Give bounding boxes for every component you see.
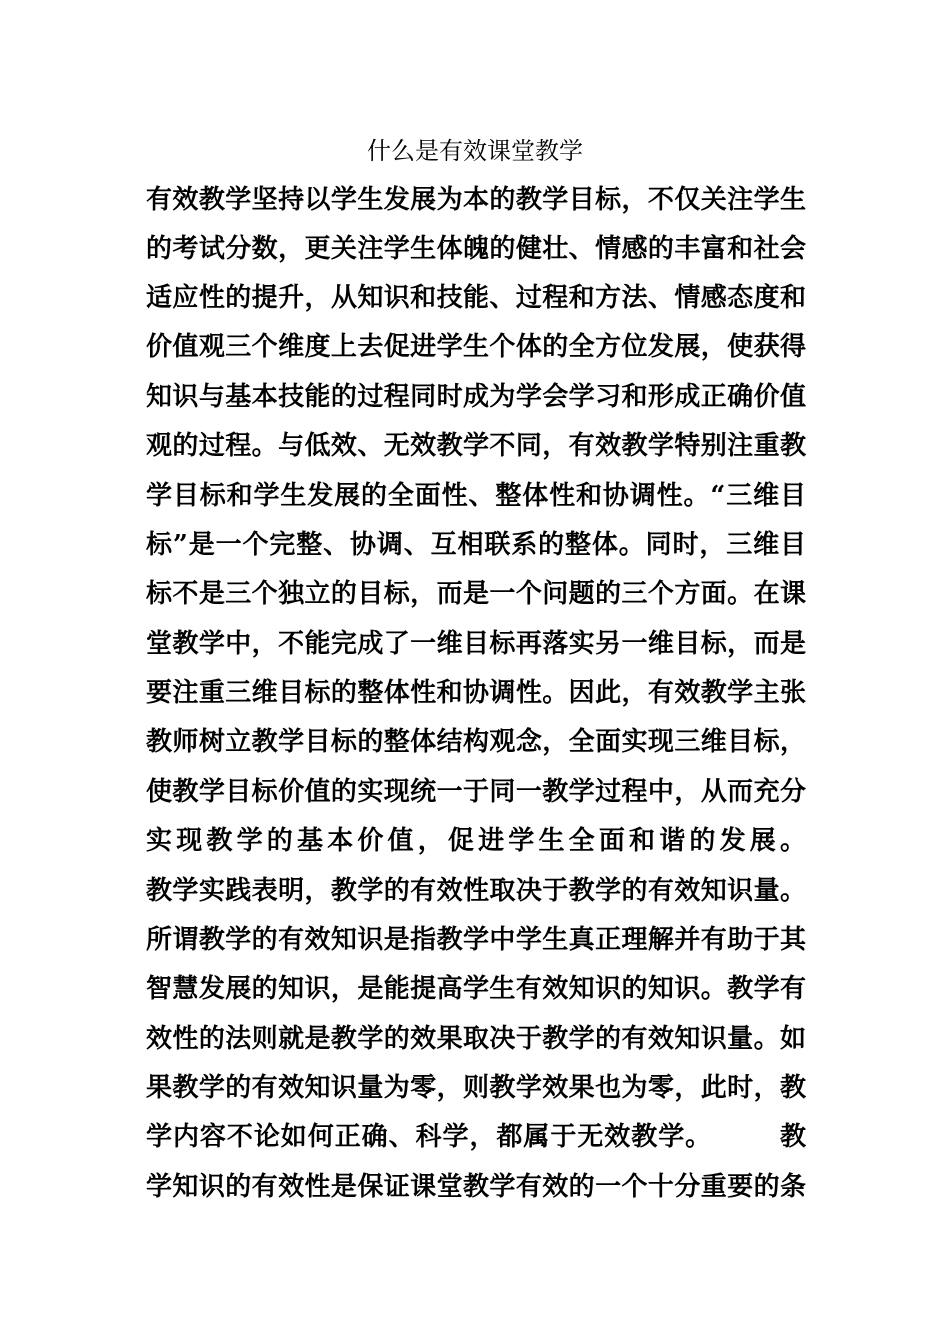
paragraph-line: 实现教学的基本价值，促进学生全面和谐的发展。 [146, 826, 806, 856]
paragraph-line: 所谓教学的有效知识是指教学中学生真正理解并有助于其 [146, 925, 806, 955]
paragraph-line: 标不是三个独立的目标，而是一个问题的三个方面。在课 [146, 579, 806, 609]
paragraph-line: 智慧发展的知识，是能提高学生有效知识的知识。教学有 [146, 974, 806, 1004]
paragraph-line: 学知识的有效性是保证课堂教学有效的一个十分重要的条 [146, 1172, 806, 1202]
paragraph-line: 学目标和学生发展的全面性、整体性和协调性。“三维目 [146, 481, 806, 511]
paragraph-line: 观的过程。与低效、无效教学不同，有效教学特别注重教 [146, 431, 806, 461]
paragraph-line: 教学实践表明，教学的有效性取决于教学的有效知识量。 [146, 876, 806, 906]
paragraph-line: 学内容不论如何正确、科学，都属于无效教学。 教 [146, 1122, 806, 1152]
paragraph-line: 有效教学坚持以学生发展为本的教学目标，不仅关注学生 [146, 185, 806, 215]
paragraph-line: 效性的法则就是教学的效果取决于教学的有效知识量。如 [146, 1024, 806, 1054]
paragraph-line: 堂教学中，不能完成了一维目标再落实另一维目标，而是 [146, 629, 806, 659]
paragraph-line: 价值观三个维度上去促进学生个体的全方位发展，使获得 [146, 332, 806, 362]
paragraph-line: 标”是一个完整、协调、互相联系的整体。同时，三维目 [146, 530, 806, 560]
paragraph-line: 教师树立教学目标的整体结构观念，全面实现三维目标， [146, 727, 806, 757]
paragraph-line: 的考试分数，更关注学生体魄的健壮、情感的丰富和社会 [146, 234, 806, 264]
paragraph-line: 要注重三维目标的整体性和协调性。因此，有效教学主张 [146, 678, 806, 708]
paragraph-line: 适应性的提升，从知识和技能、过程和方法、情感态度和 [146, 283, 806, 313]
paragraph-line: 使教学目标价值的实现统一于同一教学过程中，从而充分 [146, 777, 806, 807]
document-title: 什么是有效课堂教学 [367, 137, 583, 165]
paragraph-line: 果教学的有效知识量为零，则教学效果也为零，此时，教 [146, 1073, 806, 1103]
paragraph-line: 知识与基本技能的过程同时成为学会学习和形成正确价值 [146, 382, 806, 412]
